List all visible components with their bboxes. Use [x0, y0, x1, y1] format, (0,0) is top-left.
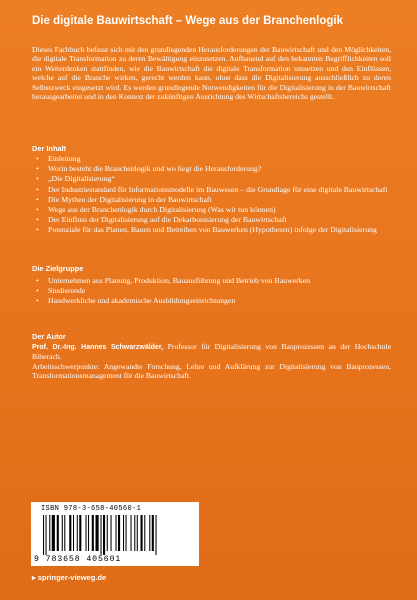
- barcode-bar: [111, 515, 112, 551]
- barcode-bar: [131, 515, 132, 551]
- barcode-bar: [156, 515, 157, 555]
- contents-heading: Der Inhalt: [32, 144, 67, 153]
- barcode-bar: [64, 515, 65, 551]
- barcode-bar: [152, 515, 154, 551]
- barcode-bar: [123, 515, 124, 551]
- barcode-bar: [144, 515, 145, 551]
- barcode-bar: [118, 515, 120, 551]
- list-item: • Unternehmen aus Planung, Produktion, Bauausführung und Betrieb von Bauwerken: [36, 276, 388, 286]
- audience-heading: Die Zielgruppe: [32, 264, 84, 273]
- barcode-bars: [43, 515, 193, 555]
- barcode-bar: [73, 515, 74, 551]
- arrow-right-icon: ▸: [32, 573, 36, 582]
- barcode-bar: [86, 515, 87, 551]
- barcode-bar: [96, 515, 99, 551]
- barcode-bar: [141, 515, 143, 551]
- author-focus: Arbeitsschwerpunkte: Angewandte Forschung, Lehre und Aufklärung zur Digitalisierung von Bauprozessen, Transformationsmanagement für die Bauwirtschaft.: [32, 362, 391, 381]
- barcode-digits: 9 783658 405601: [34, 555, 122, 564]
- contents-list: [36, 154, 388, 236]
- barcode-bar: [88, 515, 89, 551]
- list-item: • Potenziale für das Planen, Bauen und Betreiben von Bauwerken (Hypothesen) infolge der Digitalisierung: [36, 225, 388, 235]
- author-name: Prof. Dr.-Ing. Hannes Schwarzwälder,: [32, 344, 164, 351]
- list-item: • Der Einfluss der Digitalisierung auf die Dekarbonisierung der Bauwirtschaft: [36, 215, 388, 225]
- list-item: • Einleitung: [36, 154, 388, 164]
- barcode-bar: [103, 515, 105, 555]
- barcode-bar: [101, 515, 102, 555]
- list-item: • Studierende: [36, 286, 388, 296]
- barcode-bar: [149, 515, 150, 551]
- barcode-bar: [43, 515, 44, 555]
- barcode-bar: [52, 515, 55, 551]
- list-item: • Handwerkliche und akademische Ausbildungseinrichtungen: [36, 296, 388, 306]
- barcode-bar: [62, 515, 63, 551]
- isbn-label: ISBN 978-3-658-40560-1: [41, 505, 142, 513]
- list-item: • Die Mythen der Digitalisierung in der Bauwirtschaft: [36, 195, 388, 205]
- barcode-bar: [69, 515, 71, 551]
- author-bio-text: Professor für Digitalisierung von Bauprozessen an der Hochschule Biberach.: [32, 342, 391, 362]
- publisher-url-text: springer-vieweg.de: [37, 573, 107, 582]
- list-item: • Worin besteht die Branchenlogik und wo liegt die Herausforderung?: [36, 164, 388, 174]
- barcode-bar: [57, 515, 59, 551]
- intro-paragraph: Dieses Fachbuch befasst sich mit den grundlegenden Herausforderungen der Bauwirtschaft und den Möglichkeiten, die digitale Transformation zu deren Bewältigung einzusetzen. Aufbauend auf den bekannten Begrifflichkeiten soll ein Weiterdenken stattfinden, wie die Bauwirtschaft die digitale Transformation umsetzen und den Einflüssen, welche auf die Branche wirken, gerecht werden kann, ohne dass die Digitalisierung ausschließlich zu deren Selbstzweck eingesetzt wird. Es werden grundlegende Notwendigkeiten für die Digitalisierung in der Bauwirtschaft herausgearbeitet und in den Kontext der zukünftigen Ausrichtung des Wirtschaftsbereichs gestellt.: [32, 45, 391, 102]
- barcode-bar: [46, 515, 47, 555]
- list-item: • Der Industriestandard für Informationsmodelle im Bauwesen – die Grundlage für eine digitale Bauwirtschaft: [36, 185, 388, 195]
- barcode-bar: [92, 515, 94, 551]
- author-bio: [32, 342, 391, 362]
- isbn-barcode: [31, 502, 199, 566]
- barcode-bar: [116, 515, 117, 551]
- list-item: • Wege aus der Branchenlogik durch Digitalisierung (Was wir tun können): [36, 205, 388, 215]
- barcode-bar: [107, 515, 108, 551]
- barcode-bar: [137, 515, 138, 551]
- barcode-bar: [49, 515, 50, 551]
- author-heading: Der Autor: [32, 332, 66, 341]
- barcode-bar: [134, 515, 135, 551]
- barcode-bar: [126, 515, 127, 551]
- audience-list: [36, 276, 388, 307]
- book-title: Die digitale Bauwirtschaft – Wege aus der Branchenlogik: [32, 15, 344, 27]
- barcode-bar: [79, 515, 81, 551]
- list-item: • „Die Digitalisierung“: [36, 174, 388, 184]
- publisher-url[interactable]: [32, 573, 106, 582]
- barcode-bar: [77, 515, 78, 551]
